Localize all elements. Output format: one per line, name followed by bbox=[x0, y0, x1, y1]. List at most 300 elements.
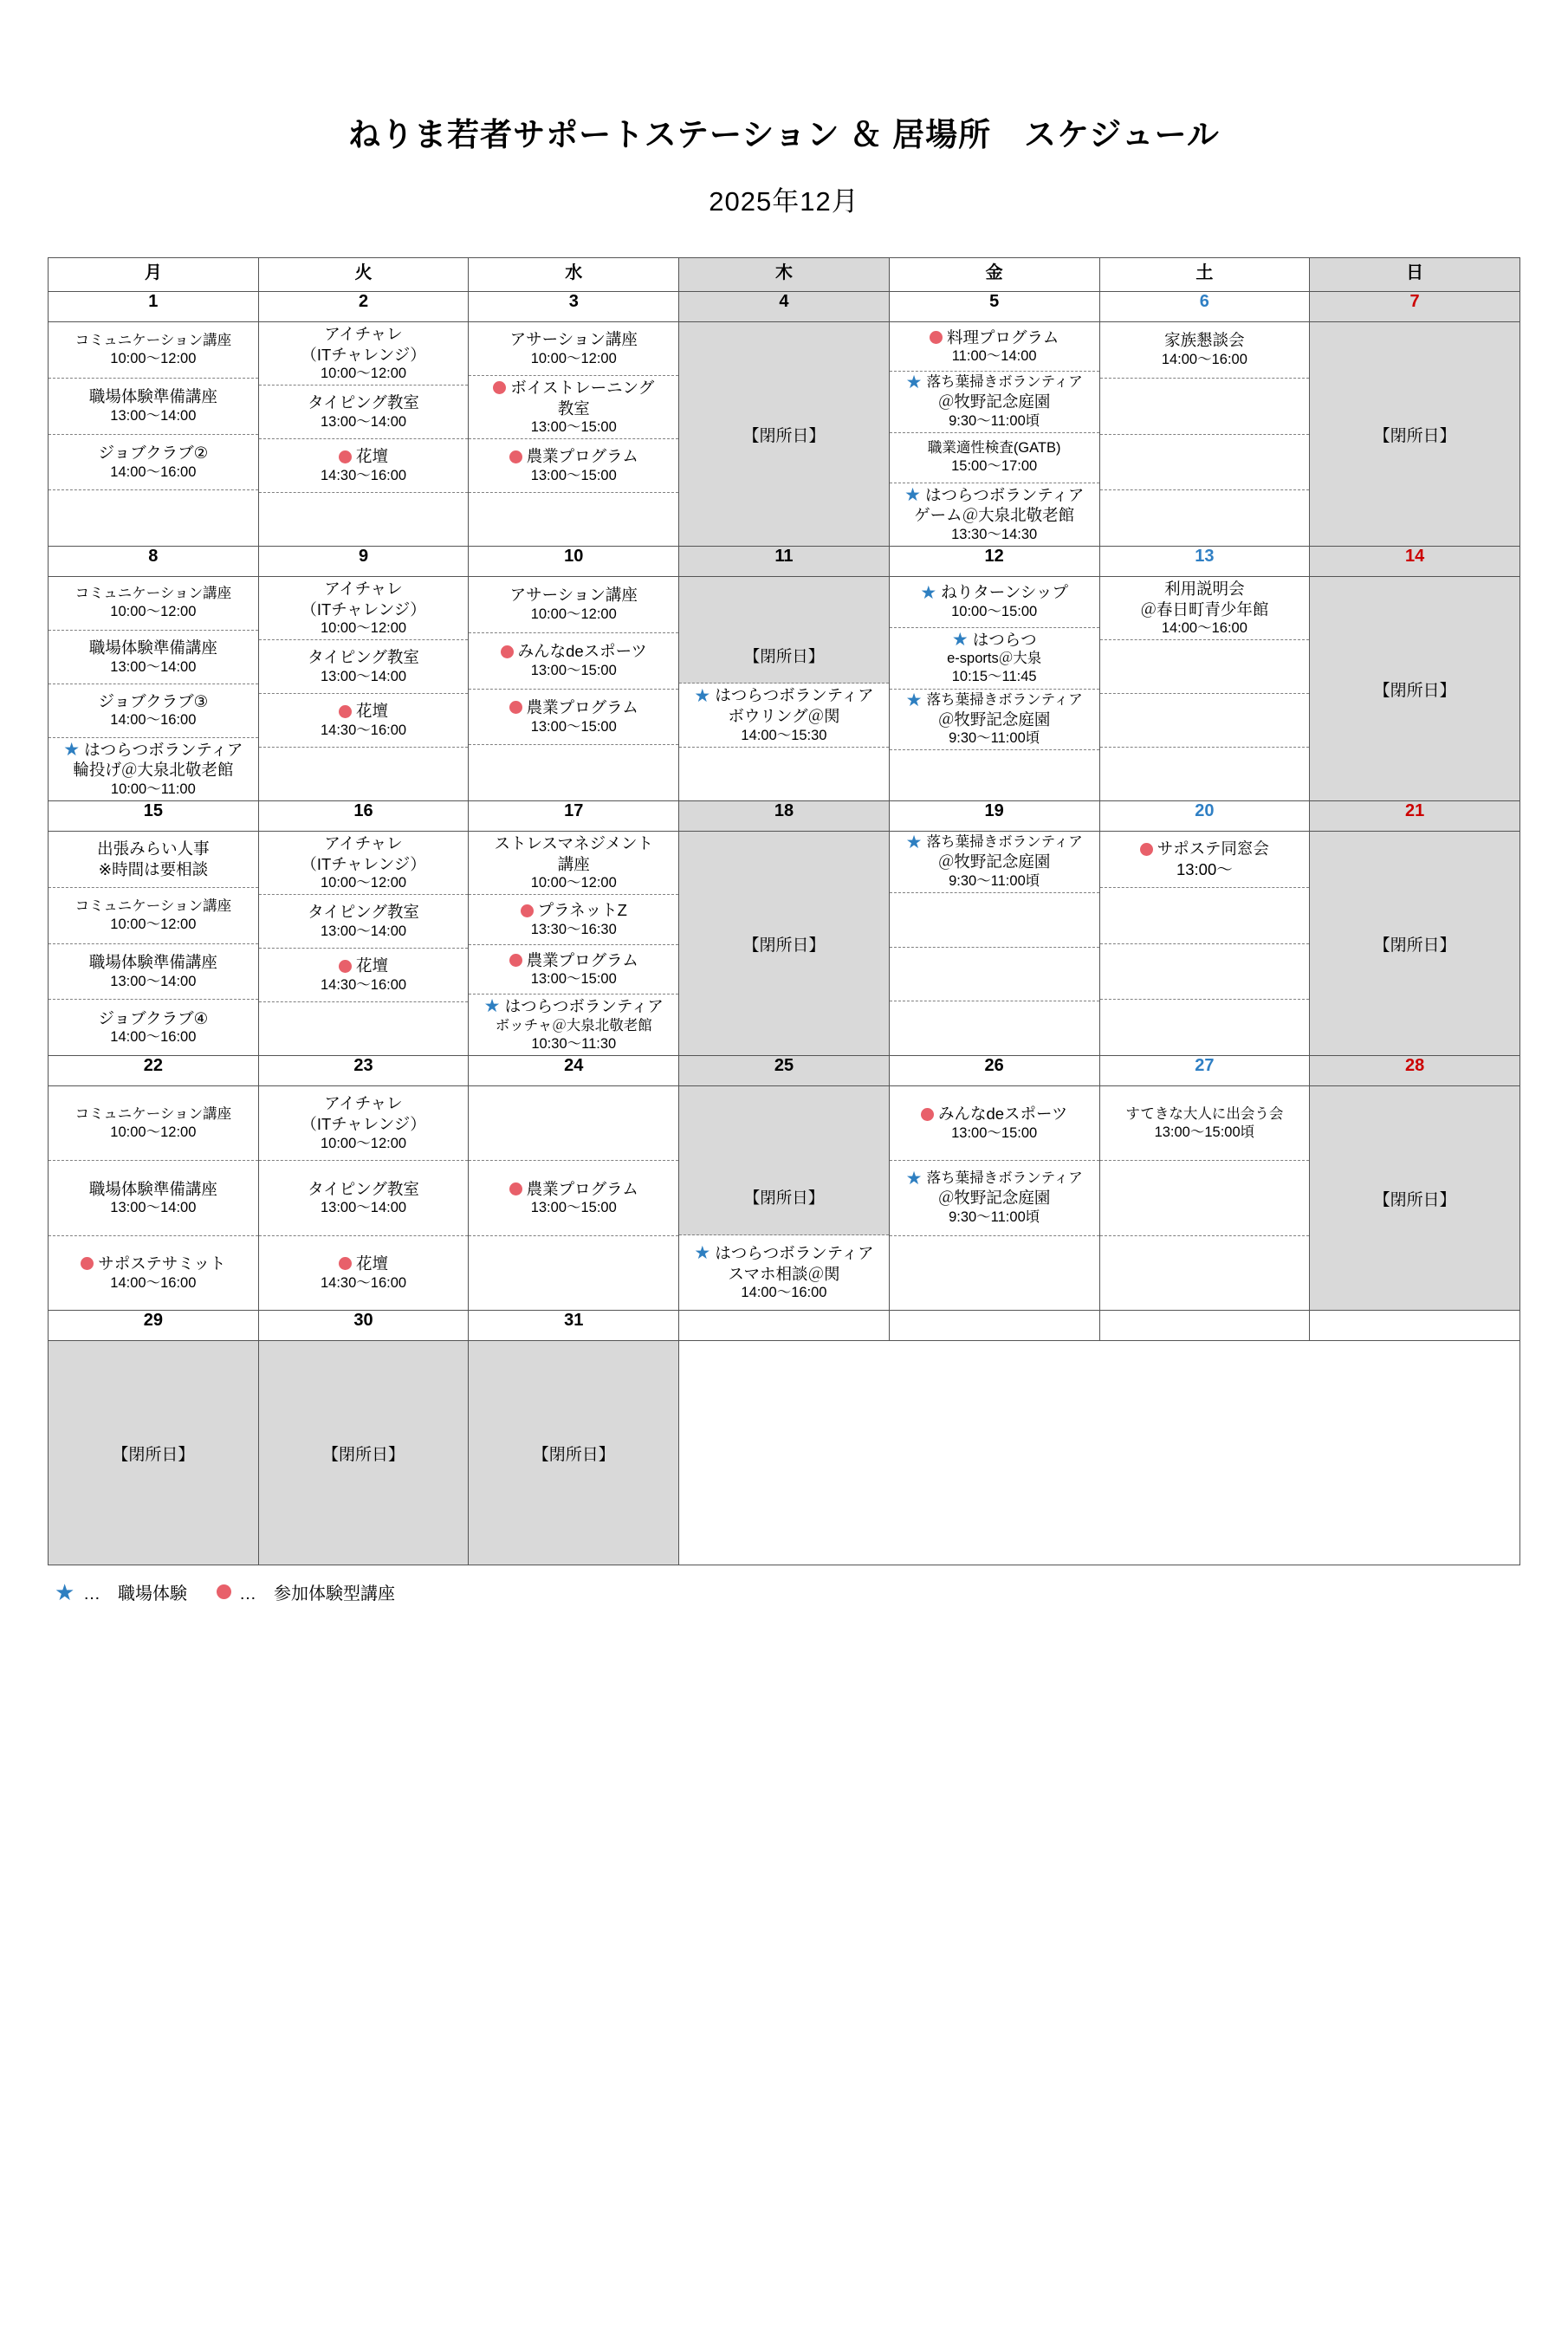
event-slot bbox=[1100, 435, 1310, 491]
event-title: アサーション講座 bbox=[509, 330, 638, 349]
event-slot[interactable] bbox=[49, 631, 258, 684]
event-title: ジョブクラブ② bbox=[98, 443, 209, 462]
event-detail: （ITチャレンジ） bbox=[301, 599, 426, 619]
day-cell bbox=[469, 577, 679, 801]
event-slot[interactable] bbox=[49, 379, 258, 435]
event-detail: 14:00〜16:00 bbox=[1161, 352, 1247, 368]
event-slot bbox=[890, 750, 1099, 800]
event-slot[interactable] bbox=[469, 322, 678, 376]
date-cell-8: 8 bbox=[49, 547, 259, 577]
event-detail: 10:00〜12:00 bbox=[110, 350, 197, 366]
event-slot bbox=[469, 1086, 678, 1161]
closed-label: 【閉所日】 bbox=[743, 1188, 825, 1207]
day-slots bbox=[679, 1086, 889, 1310]
event-slot[interactable] bbox=[49, 832, 258, 888]
event-detail: 14:00〜16:00 bbox=[110, 712, 197, 729]
star-icon: ★ bbox=[905, 373, 923, 393]
day-slots bbox=[890, 832, 1099, 1055]
event-title: アイチャレ bbox=[324, 834, 403, 852]
event-slot[interactable] bbox=[49, 1161, 258, 1235]
event-slot[interactable] bbox=[1100, 1086, 1310, 1161]
event-slot[interactable] bbox=[890, 433, 1099, 483]
date-cell-31: 31 bbox=[469, 1311, 679, 1341]
day-cell bbox=[889, 322, 1099, 547]
dot-icon bbox=[921, 1108, 934, 1121]
event-detail: スマホ相談＠関 bbox=[728, 1264, 840, 1283]
event-slot bbox=[1100, 1161, 1310, 1235]
event-slot bbox=[890, 893, 1099, 948]
weekday-header-2: 水 bbox=[469, 258, 679, 292]
event-slot bbox=[1100, 888, 1310, 944]
date-cell-16: 16 bbox=[258, 801, 469, 832]
star-icon: ★ bbox=[904, 484, 921, 505]
day-slots bbox=[49, 832, 258, 1055]
event-detail: 13:00〜15:00 bbox=[530, 419, 617, 436]
event-title-row bbox=[892, 485, 1097, 506]
event-slot bbox=[890, 1236, 1099, 1310]
day-slots bbox=[469, 322, 678, 546]
closed-label: 【閉所日】 bbox=[1373, 936, 1456, 955]
event-title: 家族懇談会 bbox=[1164, 331, 1245, 350]
date-cell-29: 29 bbox=[49, 1311, 259, 1341]
event-slot bbox=[1100, 944, 1310, 1001]
day-cell bbox=[679, 577, 890, 801]
day-cell bbox=[49, 832, 259, 1056]
day-slots bbox=[259, 1086, 469, 1310]
event-slot[interactable] bbox=[890, 372, 1099, 433]
event-title: コミュニケーション講座 bbox=[75, 1105, 232, 1122]
date-cell-empty bbox=[679, 1311, 890, 1341]
date-cell-empty bbox=[1310, 1311, 1520, 1341]
event-title-row bbox=[262, 956, 466, 976]
event-detail: 10:00〜12:00 bbox=[321, 875, 407, 891]
weekday-header-0: 月 bbox=[49, 258, 259, 292]
day-cell-closed bbox=[258, 1341, 469, 1565]
day-slots bbox=[49, 577, 258, 800]
weekday-row bbox=[49, 258, 1520, 292]
event-title: サポステ同窓会 bbox=[1157, 839, 1269, 858]
event-title: 農業プログラム bbox=[526, 697, 638, 716]
date-cell-21: 21 bbox=[1310, 801, 1520, 832]
day-cell-closed bbox=[1310, 577, 1520, 801]
closed-label: 【閉所日】 bbox=[742, 936, 826, 955]
event-slot[interactable] bbox=[469, 1161, 678, 1235]
event-slot[interactable] bbox=[259, 322, 469, 386]
event-title: コミュニケーション講座 bbox=[75, 586, 232, 602]
event-slot[interactable] bbox=[890, 832, 1099, 893]
event-slot[interactable] bbox=[469, 945, 678, 995]
event-title: タイピング教室 bbox=[308, 648, 419, 667]
event-slot[interactable] bbox=[469, 895, 678, 944]
event-slot[interactable] bbox=[259, 895, 469, 949]
date-cell-17: 17 bbox=[469, 801, 679, 832]
event-detail: 11:00〜14:00 bbox=[951, 348, 1037, 365]
day-slots bbox=[1100, 322, 1310, 546]
event-slot[interactable] bbox=[679, 684, 889, 747]
closed-label: 【閉所日】 bbox=[322, 1445, 405, 1464]
event-detail: ※時間は要相談 bbox=[98, 859, 209, 878]
event-title-row bbox=[892, 1104, 1097, 1124]
event-detail: 10:00〜12:00 bbox=[530, 606, 617, 623]
event-detail: 9:30〜11:00頃 bbox=[949, 872, 1040, 889]
event-slot[interactable] bbox=[259, 386, 469, 439]
event-slot[interactable] bbox=[259, 1236, 469, 1310]
event-title: 花壇 bbox=[356, 956, 389, 975]
event-title: 落ち葉掃きボランティア bbox=[926, 834, 1083, 850]
day-slots bbox=[469, 832, 678, 1055]
day-cell bbox=[1099, 322, 1310, 547]
event-title: ジョブクラブ③ bbox=[98, 691, 209, 710]
date-cell-3: 3 bbox=[469, 292, 679, 322]
event-title-row bbox=[892, 373, 1097, 392]
event-slot[interactable] bbox=[890, 628, 1099, 690]
closed-label: 【閉所日】 bbox=[1373, 426, 1456, 445]
day-cell-closed bbox=[49, 1341, 259, 1565]
week-events-row bbox=[49, 1341, 1520, 1565]
dot-icon bbox=[339, 1257, 352, 1270]
event-title-row bbox=[51, 1254, 256, 1274]
event-slot[interactable] bbox=[259, 1161, 469, 1235]
day-slots bbox=[890, 322, 1099, 546]
event-slot[interactable] bbox=[49, 888, 258, 944]
event-detail: 15:00〜17:00 bbox=[951, 458, 1038, 475]
day-cell-closed bbox=[1310, 322, 1520, 547]
date-cell-26: 26 bbox=[889, 1056, 1099, 1086]
day-slots bbox=[259, 577, 469, 800]
event-detail: 13:00〜14:00 bbox=[110, 1200, 197, 1216]
event-title: 職場体験準備講座 bbox=[88, 387, 217, 406]
event-slot[interactable] bbox=[49, 1000, 258, 1055]
day-cell bbox=[679, 1086, 890, 1311]
event-slot[interactable] bbox=[1100, 322, 1310, 379]
event-title: アサーション講座 bbox=[509, 586, 638, 605]
date-cell-25: 25 bbox=[679, 1056, 890, 1086]
dot-icon bbox=[501, 645, 514, 658]
legend-label: … 職場体験 bbox=[83, 1584, 187, 1604]
event-title-row bbox=[51, 740, 256, 761]
event-title: 職場体験準備講座 bbox=[88, 1179, 217, 1198]
page-title: ねりま若者サポートステーション ＆ 居場所 スケジュール bbox=[348, 117, 1220, 152]
event-title-row bbox=[262, 1254, 466, 1274]
event-title-row bbox=[892, 630, 1097, 651]
event-detail: 10:00〜12:00 bbox=[321, 1135, 407, 1151]
date-cell-2: 2 bbox=[258, 292, 469, 322]
day-cell bbox=[49, 322, 259, 547]
event-title-row bbox=[892, 327, 1097, 348]
event-slot bbox=[259, 1002, 469, 1055]
dot-icon bbox=[339, 960, 352, 973]
star-icon: ★ bbox=[905, 690, 923, 710]
day-cell bbox=[889, 577, 1099, 801]
dot-icon bbox=[339, 705, 352, 718]
week-events-row bbox=[49, 322, 1520, 547]
event-slot bbox=[469, 493, 678, 546]
event-slot[interactable] bbox=[890, 1086, 1099, 1161]
event-detail: （ITチャレンジ） bbox=[301, 1115, 426, 1134]
date-number-row bbox=[49, 1311, 1520, 1341]
calendar-body bbox=[49, 292, 1520, 1565]
closed-label: 【閉所日】 bbox=[112, 1445, 195, 1464]
day-cell-closed bbox=[1310, 1086, 1520, 1311]
event-title: 農業プログラム bbox=[526, 447, 638, 466]
event-title-row bbox=[1103, 839, 1307, 859]
date-cell-1: 1 bbox=[49, 292, 259, 322]
event-slot[interactable] bbox=[469, 439, 678, 493]
week-events-row bbox=[49, 577, 1520, 801]
event-title: 花壇 bbox=[356, 447, 389, 466]
event-detail: 13:00〜14:00 bbox=[321, 669, 407, 685]
event-title: 職場体験準備講座 bbox=[88, 638, 217, 657]
date-cell-12: 12 bbox=[889, 547, 1099, 577]
event-detail: 10:00〜12:00 bbox=[110, 1124, 197, 1140]
event-detail: 13:00〜14:00 bbox=[110, 407, 197, 424]
legend bbox=[48, 1579, 1527, 1604]
event-title: ねりターンシップ bbox=[941, 583, 1069, 602]
event-title: ジョブクラブ④ bbox=[98, 1008, 209, 1027]
event-detail: 14:30〜16:00 bbox=[321, 977, 407, 993]
day-cell bbox=[1099, 1086, 1310, 1311]
date-cell-empty bbox=[1099, 1311, 1310, 1341]
event-detail: ＠牧野記念庭園 bbox=[937, 709, 1051, 729]
event-title: サポステサミット bbox=[98, 1254, 226, 1273]
event-detail: 10:00〜11:00 bbox=[110, 781, 196, 797]
event-title-row bbox=[682, 685, 886, 706]
event-detail: 14:30〜16:00 bbox=[321, 722, 407, 738]
date-cell-27: 27 bbox=[1099, 1056, 1310, 1086]
event-detail: 10:00〜12:00 bbox=[110, 604, 197, 620]
event-slot[interactable] bbox=[890, 577, 1099, 628]
day-cell bbox=[469, 832, 679, 1056]
event-slot[interactable] bbox=[49, 1086, 258, 1161]
star-icon: ★ bbox=[905, 1169, 923, 1189]
event-detail: ゲーム＠大泉北敬老館 bbox=[914, 506, 1075, 525]
day-cell-blank bbox=[679, 1341, 1520, 1565]
date-number-row bbox=[49, 547, 1520, 577]
dot-icon bbox=[930, 331, 943, 344]
event-slot[interactable] bbox=[679, 1235, 889, 1310]
dot-icon bbox=[509, 701, 522, 714]
event-slot[interactable] bbox=[259, 577, 469, 640]
day-slots bbox=[49, 322, 258, 546]
event-detail: 13:00〜14:00 bbox=[321, 414, 407, 431]
event-title: はつらつボランティア bbox=[84, 740, 243, 759]
event-slot[interactable] bbox=[49, 435, 258, 491]
event-slot[interactable] bbox=[49, 944, 258, 1001]
event-title: プラネットZ bbox=[537, 901, 627, 920]
event-slot bbox=[679, 1086, 889, 1161]
event-slot bbox=[469, 745, 678, 800]
event-slot[interactable] bbox=[890, 1161, 1099, 1235]
event-title: 落ち葉掃きボランティア bbox=[926, 374, 1083, 391]
day-slots bbox=[469, 577, 678, 800]
event-slot[interactable] bbox=[259, 694, 469, 748]
day-slots bbox=[259, 832, 469, 1055]
event-detail: 13:30〜16:30 bbox=[530, 921, 617, 937]
event-title: 花壇 bbox=[356, 702, 389, 721]
event-title: アイチャレ bbox=[324, 580, 403, 598]
event-detail: 14:00〜16:00 bbox=[1161, 620, 1247, 637]
event-detail: 13:00〜15:00 bbox=[530, 1200, 617, 1216]
event-slot[interactable] bbox=[469, 832, 678, 895]
event-title-row bbox=[892, 1169, 1097, 1188]
event-slot[interactable] bbox=[469, 690, 678, 746]
dot-icon bbox=[493, 381, 506, 394]
event-slot[interactable] bbox=[1100, 832, 1310, 888]
event-slot[interactable] bbox=[890, 483, 1099, 546]
event-slot[interactable] bbox=[469, 995, 678, 1055]
date-number-row bbox=[49, 801, 1520, 832]
week-events-row bbox=[49, 832, 1520, 1056]
star-icon: ★ bbox=[694, 685, 711, 706]
event-title-row bbox=[471, 996, 676, 1017]
event-slot[interactable] bbox=[890, 690, 1099, 751]
event-title: 職場体験準備講座 bbox=[88, 952, 217, 971]
weekday-header-1: 火 bbox=[258, 258, 469, 292]
event-detail: 10:00〜15:00 bbox=[951, 604, 1038, 620]
event-title-row bbox=[471, 697, 676, 718]
star-icon: ★ bbox=[55, 1578, 75, 1605]
event-slot[interactable] bbox=[49, 684, 258, 738]
day-cell bbox=[1099, 577, 1310, 801]
date-cell-19: 19 bbox=[889, 801, 1099, 832]
event-slot[interactable] bbox=[49, 577, 258, 631]
event-slot[interactable] bbox=[469, 577, 678, 633]
event-detail: 9:30〜11:00頃 bbox=[949, 730, 1040, 747]
date-number-row bbox=[49, 1056, 1520, 1086]
event-detail: 13:00〜15:00 bbox=[530, 718, 617, 735]
event-detail: 13:00〜15:00 bbox=[951, 1124, 1038, 1141]
event-slot bbox=[259, 493, 469, 546]
event-title: 出張みらい人事 bbox=[97, 839, 210, 858]
event-detail: 10:00〜12:00 bbox=[321, 620, 407, 637]
event-detail: 14:00〜16:00 bbox=[110, 1029, 197, 1046]
event-slot bbox=[1100, 379, 1310, 435]
event-slot[interactable] bbox=[469, 376, 678, 439]
day-cell-closed bbox=[679, 322, 890, 547]
date-cell-13: 13 bbox=[1099, 547, 1310, 577]
event-detail: 13:00〜14:00 bbox=[110, 658, 197, 675]
closed-label: 【閉所日】 bbox=[742, 426, 826, 445]
event-title-row bbox=[682, 1243, 886, 1264]
date-cell-18: 18 bbox=[679, 801, 890, 832]
event-detail: 14:30〜16:00 bbox=[321, 468, 407, 483]
event-detail: （ITチャレンジ） bbox=[301, 345, 426, 364]
day-cell bbox=[469, 322, 679, 547]
closed-label: 【閉所日】 bbox=[743, 646, 825, 665]
event-slot[interactable] bbox=[49, 738, 258, 800]
event-title: はつらつボランティア bbox=[924, 485, 1085, 504]
event-detail: e-sports＠大泉 bbox=[947, 651, 1042, 667]
event-title: みんなdeスポーツ bbox=[937, 1105, 1068, 1124]
event-title: コミュニケーション講座 bbox=[75, 897, 232, 914]
event-title: 落ち葉掃きボランティア bbox=[926, 1170, 1083, 1187]
day-cell bbox=[49, 1086, 259, 1311]
weekday-header-6: 日 bbox=[1310, 258, 1520, 292]
schedule-page bbox=[0, 108, 1568, 2326]
event-title-row bbox=[471, 950, 676, 971]
event-slot[interactable] bbox=[259, 832, 469, 895]
event-slot[interactable] bbox=[469, 633, 678, 690]
event-detail: 輪投げ＠大泉北敬老館 bbox=[73, 761, 234, 780]
event-slot[interactable] bbox=[49, 322, 258, 379]
event-detail: ＠牧野記念庭園 bbox=[937, 852, 1051, 871]
day-cell-closed bbox=[679, 832, 890, 1056]
date-cell-empty bbox=[889, 1311, 1099, 1341]
event-detail: 10:30〜11:30 bbox=[531, 1035, 617, 1052]
event-detail: 10:00〜12:00 bbox=[110, 916, 197, 932]
event-title: ボイストレーニング bbox=[510, 378, 655, 397]
event-slot bbox=[49, 490, 258, 546]
event-detail: 講座 bbox=[557, 854, 590, 873]
dot-icon bbox=[339, 450, 352, 463]
event-slot[interactable] bbox=[890, 322, 1099, 372]
date-cell-22: 22 bbox=[49, 1056, 259, 1086]
weekday-header-4: 金 bbox=[889, 258, 1099, 292]
day-slots bbox=[1100, 832, 1310, 1055]
event-detail: ＠春日町青少年館 bbox=[1140, 599, 1269, 619]
event-title-row bbox=[471, 900, 676, 921]
event-title: 利用説明会 bbox=[1164, 580, 1245, 598]
day-cell bbox=[1099, 832, 1310, 1056]
event-detail: 13:00〜 bbox=[1176, 859, 1233, 878]
weekday-header-3: 木 bbox=[679, 258, 890, 292]
event-slot bbox=[890, 1001, 1099, 1055]
event-title: タイピング教室 bbox=[308, 393, 419, 412]
dot-icon bbox=[509, 1182, 522, 1195]
event-slot[interactable] bbox=[1100, 577, 1310, 640]
date-number-row bbox=[49, 292, 1520, 322]
calendar-header bbox=[49, 258, 1520, 292]
event-slot[interactable] bbox=[49, 1236, 258, 1310]
star-icon: ★ bbox=[63, 739, 81, 760]
legend-item bbox=[217, 1579, 395, 1604]
event-title: アイチャレ bbox=[324, 325, 403, 343]
date-cell-23: 23 bbox=[258, 1056, 469, 1086]
event-title: 花壇 bbox=[356, 1254, 389, 1273]
event-slot[interactable] bbox=[259, 640, 469, 694]
date-cell-7: 7 bbox=[1310, 292, 1520, 322]
event-detail: ＠牧野記念庭園 bbox=[937, 1189, 1051, 1208]
day-slots bbox=[1100, 577, 1310, 800]
event-detail: 14:00〜15:30 bbox=[741, 727, 827, 743]
event-title: 農業プログラム bbox=[526, 1179, 638, 1198]
event-slot[interactable] bbox=[259, 439, 469, 493]
event-title: 落ち葉掃きボランティア bbox=[926, 691, 1083, 708]
event-title-row bbox=[892, 833, 1097, 852]
day-cell bbox=[469, 1086, 679, 1311]
event-title: すてきな大人に出会う会 bbox=[1125, 1105, 1284, 1122]
event-title: はつらつ bbox=[972, 630, 1037, 649]
event-slot bbox=[259, 748, 469, 800]
event-title-row bbox=[262, 446, 466, 467]
event-title: はつらつボランティア bbox=[715, 1243, 874, 1262]
event-detail: ＠牧野記念庭園 bbox=[937, 392, 1051, 411]
star-icon: ★ bbox=[920, 582, 937, 603]
event-slot bbox=[1100, 748, 1310, 800]
event-detail: 13:00〜15:00 bbox=[530, 662, 617, 678]
event-slot bbox=[679, 748, 889, 800]
day-slots bbox=[679, 577, 889, 800]
event-slot[interactable] bbox=[259, 1086, 469, 1161]
event-slot[interactable] bbox=[259, 949, 469, 1002]
page-subtitle: 2025年12月 bbox=[709, 186, 859, 217]
date-cell-9: 9 bbox=[258, 547, 469, 577]
calendar-table bbox=[48, 257, 1520, 1565]
event-detail: 10:00〜12:00 bbox=[530, 875, 617, 891]
event-slot bbox=[1100, 640, 1310, 694]
event-detail: 13:00〜14:00 bbox=[321, 1200, 407, 1216]
date-cell-30: 30 bbox=[258, 1311, 469, 1341]
